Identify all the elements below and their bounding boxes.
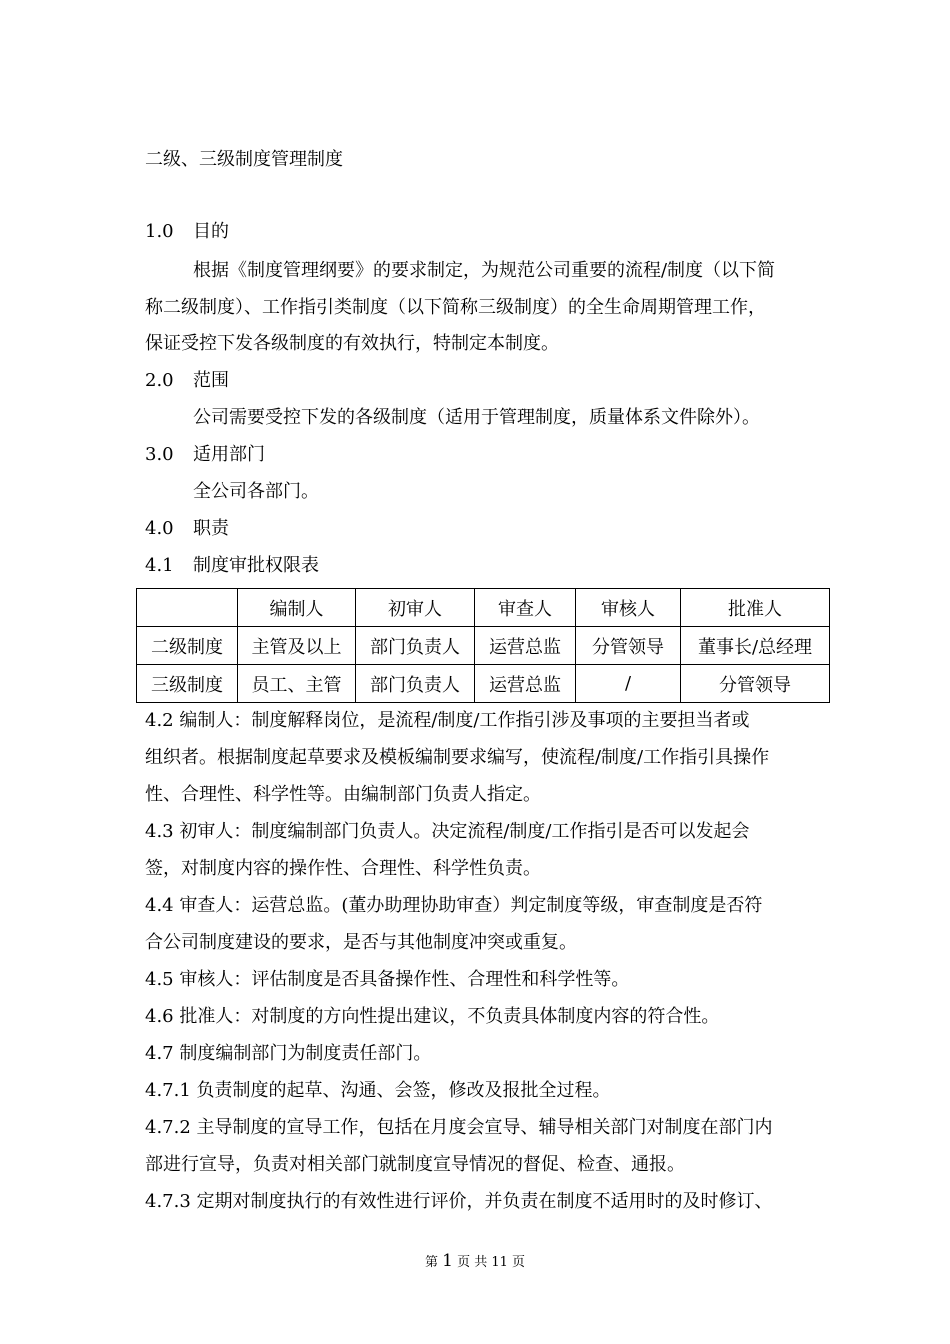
section-4-7-2-text: 4.7.2 主导制度的宣导工作，包括在月度会宣导、辅导相关部门对制度在部门内 [145,1117,773,1138]
table-cell: 二级制度 [137,627,238,665]
table-cell: 三级制度 [137,665,238,703]
section-number: 4.1 [145,555,174,576]
table-row [137,665,830,703]
section-heading: 制度审批权限表 [193,555,319,576]
table-cell: 分管领导 [576,627,681,665]
section-number: 3.0 [145,444,174,465]
table-cell: 分管领导 [681,665,830,703]
section-heading: 目的 [193,221,229,242]
section-4-7-text: 4.7 制度编制部门为制度责任部门。 [145,1043,432,1064]
table-cell: 部门负责人 [356,627,475,665]
table-header-cell: 审查人 [475,589,576,627]
section-4-7-2-text: 部进行宣导，负责对相关部门就制度宣导情况的督促、检查、通报。 [145,1154,685,1175]
section-4-4-text: 合公司制度建设的要求，是否与其他制度冲突或重复。 [145,932,577,953]
section-4-3-text: 签，对制度内容的操作性、合理性、科学性负责。 [145,858,541,879]
footer-prefix: 第 [424,1255,438,1270]
footer-middle: 页 共 [457,1255,488,1270]
section-4-2-text: 4.2 编制人：制度解释岗位，是流程/制度/工作指引涉及事项的主要担当者或 [145,710,750,731]
page-footer [0,1250,950,1274]
table-header-cell: 编制人 [238,589,356,627]
section-3-text: 全公司各部门。 [193,481,319,502]
section-2-text: 公司需要受控下发的各级制度（适用于管理制度，质量体系文件除外）。 [193,407,760,428]
table-header-row [137,589,830,627]
page-number: 1 [442,1251,453,1271]
section-4-5-text: 4.5 审核人：评估制度是否具备操作性、合理性和科学性等。 [145,969,630,990]
table-cell: 员工、主管 [238,665,356,703]
footer-suffix: 页 [512,1255,526,1270]
section-4-1-heading [145,554,319,578]
table-cell: 董事长/总经理 [681,627,830,665]
table-cell: 运营总监 [475,665,576,703]
section-heading: 职责 [193,518,229,539]
section-3-heading [145,443,265,467]
section-1-heading [145,220,229,244]
section-4-7-3-text: 4.7.3 定期对制度执行的有效性进行评价，并负责在制度不适用时的及时修订、 [145,1191,773,1212]
section-4-2-text: 性、合理性、科学性等。由编制部门负责人指定。 [145,784,541,805]
section-1-text: 保证受控下发各级制度的有效执行，特制定本制度。 [145,333,559,354]
approval-authority-table [136,588,830,703]
table-cell: 主管及以上 [238,627,356,665]
table-cell: 部门负责人 [356,665,475,703]
section-heading: 适用部门 [193,444,265,465]
table-row [137,627,830,665]
section-1-text: 称二级制度）、工作指引类制度（以下简称三级制度）的全生命周期管理工作， [145,297,766,318]
section-4-4-text: 4.4 审查人：运营总监。(董办助理协助审查）判定制度等级，审查制度是否符 [145,895,763,916]
section-number: 4.0 [145,518,174,539]
section-4-heading [145,517,229,541]
section-4-7-1-text: 4.7.1 负责制度的起草、沟通、会签，修改及报批全过程。 [145,1080,611,1101]
section-heading: 范围 [193,370,229,391]
section-4-2-text: 组织者。根据制度起草要求及模板编制要求编写，使流程/制度/工作指引具操作 [145,747,770,768]
total-pages: 11 [491,1255,508,1270]
section-4-3-text: 4.3 初审人：制度编制部门负责人。决定流程/制度/工作指引是否可以发起会 [145,821,750,842]
table-header-cell: 批准人 [681,589,830,627]
table-cell: 运营总监 [475,627,576,665]
section-number: 1.0 [145,221,174,242]
page-title: 二级、三级制度管理制度 [145,149,343,170]
section-number: 2.0 [145,370,174,391]
table-cell: / [576,665,681,703]
section-4-6-text: 4.6 批准人：对制度的方向性提出建议，不负责具体制度内容的符合性。 [145,1006,720,1027]
table-header-cell: 审核人 [576,589,681,627]
table-header-cell: 初审人 [356,589,475,627]
table-header-cell [137,589,238,627]
section-1-text: 根据《制度管理纲要》的要求制定，为规范公司重要的流程/制度（以下简 [193,260,776,281]
section-2-heading [145,369,229,393]
